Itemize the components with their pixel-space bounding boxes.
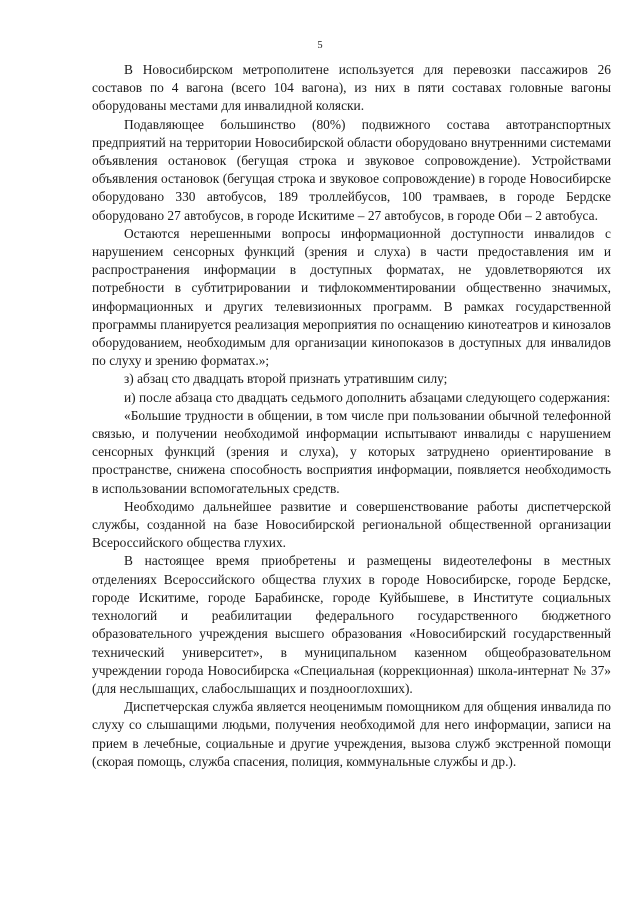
paragraph-amendment-i: и) после абзаца сто двадцать седьмого дополнить абзацами следующего содержания:	[124, 389, 611, 405]
page-number: 5	[317, 40, 323, 51]
paragraph-amendment-z: з) абзац сто двадцать второй признать утратившим силу;	[124, 371, 448, 387]
paragraph-videophones: В настоящее время приобретены и размещены видеотелефоны в местных отделениях Всероссийского общества глухих в городе Новосибирске, городе Бердске, городе Искитиме, городе Барабинске, городе Куйбышеве, в Институте социальных технологий и реабилитации федерального государственного бюджетного образовательного учреждения высшего образования «Новосибирский государственный технический университет», в муниципальном казенном общеобразовательном учреждении города Новосибирска «Специальная (коррекционная) школа-интернат № 37» (для неслышащих, слабослышащих и позднооглохших).	[92, 553, 611, 696]
paragraph-communication-difficulties: «Большие трудности в общении, в том числе при пользовании обычной телефонной связью, и получении необходимой информации испытывают инвалиды с нарушением сенсорных функций (зрения и слуха), у которых затруднено ориентирование в пространстве, снижена способность восприятия информации, появляется необходимость в использовании вспомогательных средств.	[92, 407, 611, 496]
paragraph-transport-announcements: Подавляющее большинство (80%) подвижного состава автотранспортных предприятий на территории Новосибирской области оборудовано внутренними системами объявления остановок (бегущая строка и звуковое сопровождение). Устройствами объявления остановок (бегущая строка и звуковое сопровождение) в городе Новосибирске оборудовано 330 автобусов, 189 троллейбусов, 100 трамваев, в городе Бердске оборудовано 27 автобусов, в городе Искитиме – 27 автобусов, в городе Оби – 2 автобуса.	[92, 116, 611, 223]
paragraph-dispatch-service-role: Диспетчерская служба является неоценимым помощником для общения инвалида по слуху со слышащими людьми, получения необходимой для него информации, записи на прием в лечебные, социальные и другие учреждения, вызова служб экстренной помощи (скорая помощь, служба спасения, полиция, коммунальные службы и др.).	[92, 699, 611, 769]
paragraph-dispatch-service-development: Необходимо дальнейшее развитие и совершенствование работы диспетчерской службы, созданной на базе Новосибирской региональной общественной организации Всероссийского общества глухих.	[92, 498, 611, 551]
paragraph-information-accessibility: Остаются нерешенными вопросы информационной доступности инвалидов с нарушением сенсорных функций (зрения и слуха) в части предоставления им и распространения информации в доступных форматах, не удовлетворяются их потребности в субтитрировании и тифлокомментировании общественно значимых, информационных и других телевизионных программ. В рамках государственной программы планируется реализация мероприятия по оснащению кинотеатров и кинозалов оборудованием, необходимым для организации кинопоказов в доступных для инвалидов по слуху и зрению форматах.»;	[92, 225, 611, 369]
document-body	[92, 61, 611, 771]
paragraph-metro: В Новосибирском метрополитене используется для перевозки пассажиров 26 составов по 4 вагона (всего 104 вагона), из них в пяти составах головные вагоны оборудованы местами для инвалидной коляски.	[92, 62, 611, 114]
